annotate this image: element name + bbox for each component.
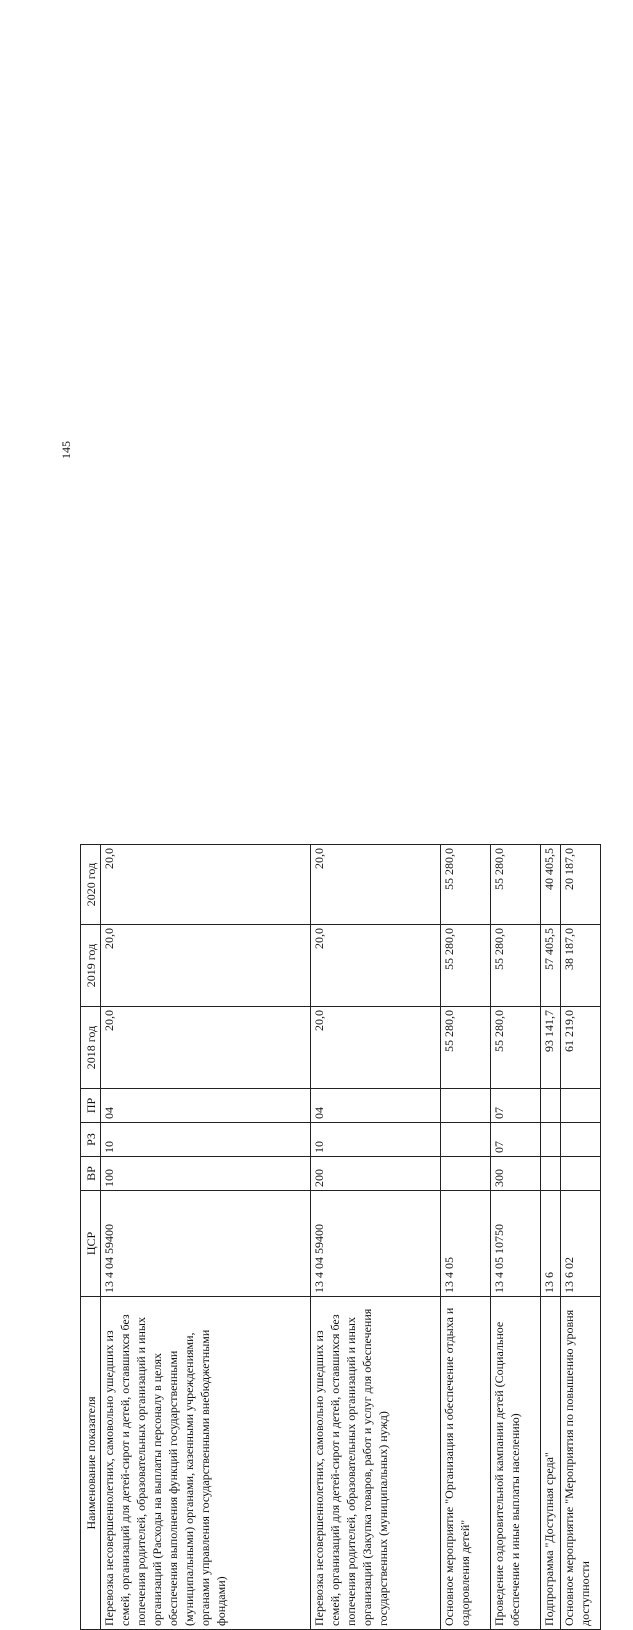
table-row: [561, 845, 601, 1630]
header-row: [81, 845, 101, 1630]
row-name: Подпрограмма "Доступная среда": [541, 1297, 561, 1630]
header-2020: 2020 год: [81, 845, 101, 925]
header-pr: ПР: [81, 1089, 101, 1123]
table-row: [491, 845, 541, 1630]
row-csr: 13 4 04 59400: [101, 1191, 311, 1297]
row-csr: 13 6: [541, 1191, 561, 1297]
row-vr: 100: [101, 1157, 311, 1191]
row-2018: 20,0: [311, 1007, 441, 1089]
header-csr: ЦСР: [81, 1191, 101, 1297]
row-vr: [541, 1157, 561, 1191]
row-rz: [441, 1123, 491, 1157]
row-name: Проведение оздоровительной кампании детей (Социальное обеспечение и иные выплаты населению): [491, 1297, 541, 1630]
row-2019: 55 280,0: [441, 925, 491, 1007]
row-2019: 57 405,5: [541, 925, 561, 1007]
row-name: Перевозка несовершеннолетних, самовольно ушедших из семей, организаций для детей-сирот и детей, оставшихся без попечения родителей, образовательных организаций и иных организаций (Закупка товаров, работ и услуг для обеспечения государственных (муниципальных) нужд): [311, 1297, 441, 1630]
row-pr: 07: [491, 1089, 541, 1123]
row-2020: 20,0: [101, 845, 311, 925]
row-csr: 13 4 05: [441, 1191, 491, 1297]
row-vr: 200: [311, 1157, 441, 1191]
table-row: [101, 845, 311, 1630]
table-row: [541, 845, 561, 1630]
row-rz: 10: [311, 1123, 441, 1157]
header-2018: 2018 год: [81, 1007, 101, 1089]
row-pr: [441, 1089, 491, 1123]
row-csr: 13 4 05 10750: [491, 1191, 541, 1297]
row-rz: [541, 1123, 561, 1157]
row-2020: 20,0: [311, 845, 441, 925]
row-2019: 38 187,0: [561, 925, 601, 1007]
row-2018: 93 141,7: [541, 1007, 561, 1089]
header-name: Наименование показателя: [81, 1297, 101, 1630]
page-number: 145: [59, 441, 73, 459]
row-2020: 55 280,0: [491, 845, 541, 925]
budget-table: [80, 844, 601, 1630]
table-row: [441, 845, 491, 1630]
row-name: Основное мероприятие "Организация и обеспечение отдыха и оздоровления детей": [441, 1297, 491, 1630]
row-2020: 40 405,5: [541, 845, 561, 925]
row-2020: 20 187,0: [561, 845, 601, 925]
row-vr: 300: [491, 1157, 541, 1191]
row-csr: 13 4 04 59400: [311, 1191, 441, 1297]
row-pr: [561, 1089, 601, 1123]
row-pr: 04: [101, 1089, 311, 1123]
row-2019: 20,0: [101, 925, 311, 1007]
row-2018: 55 280,0: [441, 1007, 491, 1089]
row-2018: 55 280,0: [491, 1007, 541, 1089]
row-rz: 10: [101, 1123, 311, 1157]
row-2018: 61 219,0: [561, 1007, 601, 1089]
row-vr: [441, 1157, 491, 1191]
header-rz: РЗ: [81, 1123, 101, 1157]
row-pr: 04: [311, 1089, 441, 1123]
header-2019: 2019 год: [81, 925, 101, 1007]
rotated-table-container: [80, 845, 600, 1630]
header-vr: ВР: [81, 1157, 101, 1191]
row-2020: 55 280,0: [441, 845, 491, 925]
row-vr: [561, 1157, 601, 1191]
row-name: Основное мероприятие "Мероприятия по повышению уровня доступности: [561, 1297, 601, 1630]
row-csr: 13 6 02: [561, 1191, 601, 1297]
row-2019: 20,0: [311, 925, 441, 1007]
row-2018: 20,0: [101, 1007, 311, 1089]
table-row: [311, 845, 441, 1630]
row-rz: 07: [491, 1123, 541, 1157]
row-name: Перевозка несовершеннолетних, самовольно ушедших из семей, организаций для детей-сирот и детей, оставшихся без попечения родителей, образовательных организаций и иных организаций (Расходы на выплаты персоналу в целях обеспечения выполнения функций государственными (муниципальными) органами, казенными учреждениями, органами управления государственными внебюджетными фондами): [101, 1297, 311, 1630]
row-pr: [541, 1089, 561, 1123]
row-2019: 55 280,0: [491, 925, 541, 1007]
row-rz: [561, 1123, 601, 1157]
